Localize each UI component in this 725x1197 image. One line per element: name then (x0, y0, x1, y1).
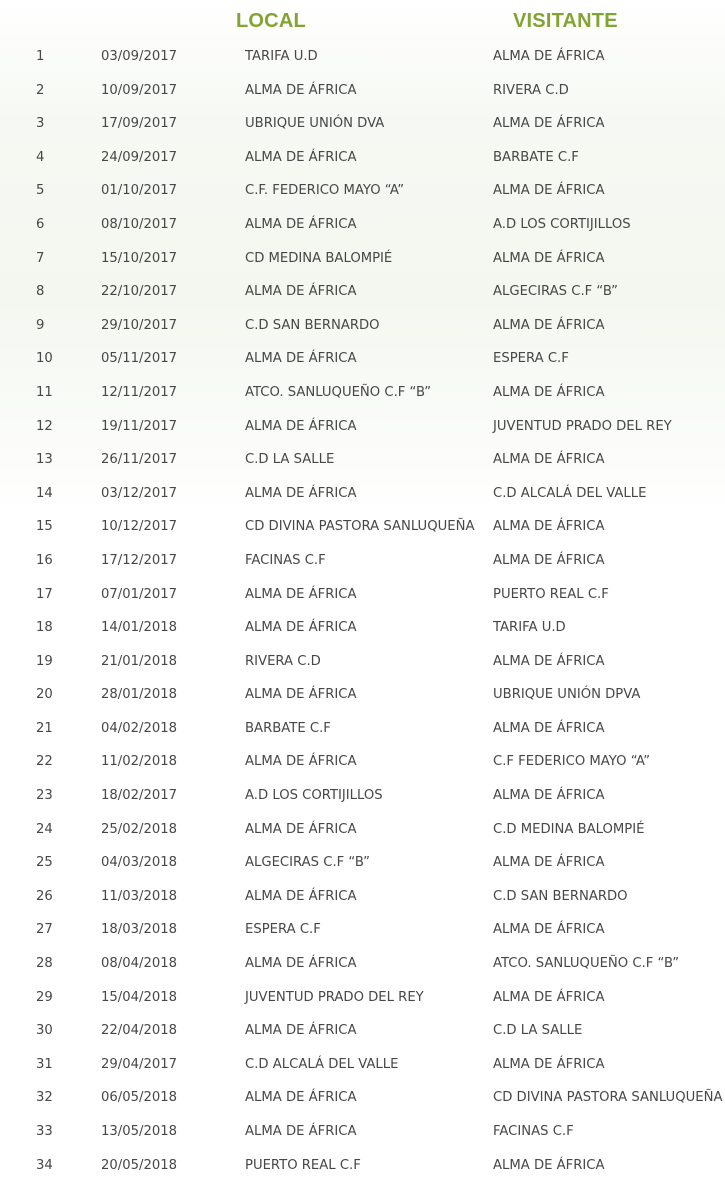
match-number: 19 (36, 653, 53, 669)
match-row (0, 947, 725, 981)
match-row (0, 342, 725, 376)
match-number: 16 (36, 552, 53, 568)
match-visiting-team: C.D ALCALÁ DEL VALLE (493, 485, 647, 501)
match-visiting-team: CD DIVINA PASTORA SANLUQUEÑA (493, 1090, 723, 1106)
match-date: 17/09/2017 (101, 116, 178, 132)
match-local-team: BARBATE C.F (245, 720, 331, 736)
match-visiting-team: ALMA DE ÁFRICA (493, 922, 605, 938)
match-date: 28/01/2018 (101, 687, 178, 703)
match-local-team: ALMA DE ÁFRICA (245, 956, 357, 972)
match-number: 5 (36, 183, 45, 199)
match-visiting-team: C.D LA SALLE (493, 1023, 583, 1039)
match-visiting-team: PUERTO REAL C.F (493, 586, 609, 602)
match-row (0, 779, 725, 813)
match-row (0, 510, 725, 544)
match-row (0, 477, 725, 511)
match-row (0, 645, 725, 679)
match-date: 18/03/2018 (101, 922, 178, 938)
match-date: 19/11/2017 (101, 418, 178, 434)
match-date: 05/11/2017 (101, 351, 178, 367)
match-number: 28 (36, 956, 53, 972)
match-local-team: ALMA DE ÁFRICA (245, 888, 357, 904)
match-number: 27 (36, 922, 53, 938)
match-date: 06/05/2018 (101, 1090, 178, 1106)
match-number: 25 (36, 855, 53, 871)
match-local-team: ALMA DE ÁFRICA (245, 754, 357, 770)
match-number: 7 (36, 250, 45, 266)
match-local-team: PUERTO REAL C.F (245, 1157, 361, 1173)
match-visiting-team: ALMA DE ÁFRICA (493, 452, 605, 468)
match-date: 04/02/2018 (101, 720, 178, 736)
match-number: 3 (36, 116, 45, 132)
match-row (0, 1048, 725, 1082)
match-date: 15/04/2018 (101, 989, 178, 1005)
match-row (0, 712, 725, 746)
match-row (0, 74, 725, 108)
match-number: 14 (36, 485, 53, 501)
match-date: 24/09/2017 (101, 149, 178, 165)
match-date: 10/12/2017 (101, 519, 178, 535)
match-local-team: A.D LOS CORTIJILLOS (245, 788, 383, 804)
match-number: 24 (36, 821, 53, 837)
match-visiting-team: ALMA DE ÁFRICA (493, 1157, 605, 1173)
match-visiting-team: A.D LOS CORTIJILLOS (493, 216, 631, 232)
match-visiting-team: ALMA DE ÁFRICA (493, 788, 605, 804)
match-date: 13/05/2018 (101, 1124, 178, 1139)
match-local-team: ALMA DE ÁFRICA (245, 284, 357, 300)
match-row (0, 880, 725, 914)
match-number: 30 (36, 1023, 53, 1039)
match-visiting-team: ALMA DE ÁFRICA (493, 384, 605, 400)
match-date: 17/12/2017 (101, 552, 178, 568)
match-date: 29/10/2017 (101, 317, 178, 333)
match-row (0, 981, 725, 1015)
match-row (0, 40, 725, 74)
match-row (0, 678, 725, 712)
match-date: 04/03/2018 (101, 855, 178, 871)
match-date: 25/02/2018 (101, 821, 178, 837)
match-local-team: ALMA DE ÁFRICA (245, 687, 357, 703)
match-visiting-team: RIVERA C.D (493, 82, 569, 98)
match-row (0, 309, 725, 343)
header-visitante: VISITANTE (513, 10, 618, 32)
match-row (0, 443, 725, 477)
match-local-team: CD MEDINA BALOMPIÉ (245, 250, 393, 266)
match-date: 22/10/2017 (101, 284, 178, 300)
match-local-team: ALMA DE ÁFRICA (245, 620, 357, 636)
match-row (0, 1149, 725, 1183)
match-local-team: ATCO. SANLUQUEÑO C.F “B” (245, 384, 432, 400)
match-number: 15 (36, 519, 53, 535)
match-local-team: ALMA DE ÁFRICA (245, 418, 357, 434)
match-local-team: C.D SAN BERNARDO (245, 317, 380, 333)
match-local-team: ALMA DE ÁFRICA (245, 1023, 357, 1039)
match-date: 22/04/2018 (101, 1023, 178, 1039)
match-number: 22 (36, 754, 53, 770)
match-visiting-team: ALMA DE ÁFRICA (493, 552, 605, 568)
match-number: 4 (36, 149, 45, 165)
match-number: 23 (36, 788, 53, 804)
match-row (0, 1115, 725, 1149)
match-visiting-team: BARBATE C.F (493, 149, 579, 165)
match-number: 17 (36, 586, 53, 602)
match-visiting-team: ALMA DE ÁFRICA (493, 1056, 605, 1072)
match-number: 8 (36, 284, 45, 300)
match-number: 9 (36, 317, 45, 333)
match-visiting-team: ALMA DE ÁFRICA (493, 183, 605, 199)
match-local-team: ALMA DE ÁFRICA (245, 82, 357, 98)
match-local-team: ALMA DE ÁFRICA (245, 1090, 357, 1106)
match-row (0, 242, 725, 276)
match-visiting-team: ALMA DE ÁFRICA (493, 250, 605, 266)
match-row (0, 275, 725, 309)
match-date: 21/01/2018 (101, 653, 178, 669)
match-local-team: CD DIVINA PASTORA SANLUQUEÑA (245, 519, 475, 535)
match-visiting-team: ALMA DE ÁFRICA (493, 519, 605, 535)
match-row (0, 174, 725, 208)
header-local: LOCAL (236, 10, 306, 32)
match-row (0, 376, 725, 410)
match-local-team: C.D LA SALLE (245, 452, 335, 468)
match-number: 13 (36, 452, 53, 468)
match-local-team: C.F. FEDERICO MAYO “A” (245, 183, 405, 199)
match-local-team: JUVENTUD PRADO DEL REY (245, 989, 424, 1005)
match-visiting-team: ALMA DE ÁFRICA (493, 317, 605, 333)
match-row (0, 544, 725, 578)
match-visiting-team: ALMA DE ÁFRICA (493, 653, 605, 669)
match-date: 03/12/2017 (101, 485, 178, 501)
match-date: 11/02/2018 (101, 754, 178, 770)
match-visiting-team: UBRIQUE UNIÓN DPVA (493, 687, 641, 703)
match-date: 11/03/2018 (101, 888, 178, 904)
match-date: 18/02/2017 (101, 788, 178, 804)
match-local-team: ALMA DE ÁFRICA (245, 485, 357, 501)
match-row (0, 611, 725, 645)
match-date: 26/11/2017 (101, 452, 178, 468)
match-row (0, 208, 725, 242)
match-date: 14/01/2018 (101, 620, 178, 636)
match-row (0, 107, 725, 141)
match-visiting-team: ALMA DE ÁFRICA (493, 855, 605, 871)
match-row (0, 813, 725, 847)
match-number: 11 (36, 384, 53, 400)
schedule-header (0, 0, 725, 40)
match-local-team: ALMA DE ÁFRICA (245, 586, 357, 602)
match-date: 10/09/2017 (101, 82, 178, 98)
match-visiting-team: C.F FEDERICO MAYO “A” (493, 754, 651, 770)
match-visiting-team: C.D MEDINA BALOMPIÉ (493, 821, 645, 837)
match-local-team: FACINAS C.F (245, 552, 326, 568)
match-visiting-team: ALMA DE ÁFRICA (493, 116, 605, 132)
match-visiting-team: FACINAS C.F (493, 1124, 574, 1139)
match-row (0, 1081, 725, 1115)
match-date: 08/10/2017 (101, 216, 178, 232)
match-local-team: RIVERA C.D (245, 653, 321, 669)
match-visiting-team: ESPERA C.F (493, 351, 569, 367)
match-local-team: ESPERA C.F (245, 922, 321, 938)
match-row (0, 578, 725, 612)
match-row (0, 141, 725, 175)
match-date: 15/10/2017 (101, 250, 178, 266)
match-number: 20 (36, 687, 53, 703)
match-local-team: ALMA DE ÁFRICA (245, 216, 357, 232)
match-number: 31 (36, 1056, 53, 1072)
match-number: 26 (36, 888, 53, 904)
match-number: 32 (36, 1090, 53, 1106)
match-number: 10 (36, 351, 53, 367)
match-local-team: ALGECIRAS C.F “B” (245, 855, 370, 871)
match-number: 18 (36, 620, 53, 636)
match-number: 2 (36, 82, 45, 98)
match-local-team: ALMA DE ÁFRICA (245, 1124, 357, 1139)
match-number: 33 (36, 1124, 53, 1139)
match-visiting-team: TARIFA U.D (493, 620, 566, 636)
match-visiting-team: ALMA DE ÁFRICA (493, 989, 605, 1005)
match-local-team: UBRIQUE UNIÓN DVA (245, 116, 385, 132)
match-local-team: TARIFA U.D (245, 49, 318, 64)
match-row (0, 846, 725, 880)
match-visiting-team: ALMA DE ÁFRICA (493, 720, 605, 736)
match-visiting-team: C.D SAN BERNARDO (493, 888, 628, 904)
match-date: 03/09/2017 (101, 49, 178, 64)
match-number: 29 (36, 989, 53, 1005)
match-list (0, 40, 725, 1182)
match-date: 08/04/2018 (101, 956, 178, 972)
match-date: 12/11/2017 (101, 384, 178, 400)
match-visiting-team: JUVENTUD PRADO DEL REY (493, 418, 672, 434)
match-number: 21 (36, 720, 53, 736)
match-row (0, 410, 725, 444)
match-date: 01/10/2017 (101, 183, 178, 199)
match-number: 34 (36, 1157, 53, 1173)
match-row (0, 745, 725, 779)
match-number: 1 (36, 49, 45, 64)
match-local-team: ALMA DE ÁFRICA (245, 821, 357, 837)
match-visiting-team: ATCO. SANLUQUEÑO C.F “B” (493, 956, 680, 972)
match-local-team: ALMA DE ÁFRICA (245, 351, 357, 367)
match-date: 29/04/2017 (101, 1056, 178, 1072)
match-number: 6 (36, 216, 45, 232)
match-date: 07/01/2017 (101, 586, 178, 602)
match-visiting-team: ALMA DE ÁFRICA (493, 49, 605, 64)
match-local-team: ALMA DE ÁFRICA (245, 149, 357, 165)
match-number: 12 (36, 418, 53, 434)
match-date: 20/05/2018 (101, 1157, 178, 1173)
match-local-team: C.D ALCALÁ DEL VALLE (245, 1056, 399, 1072)
match-row (0, 913, 725, 947)
match-visiting-team: ALGECIRAS C.F “B” (493, 284, 618, 300)
match-row (0, 1014, 725, 1048)
